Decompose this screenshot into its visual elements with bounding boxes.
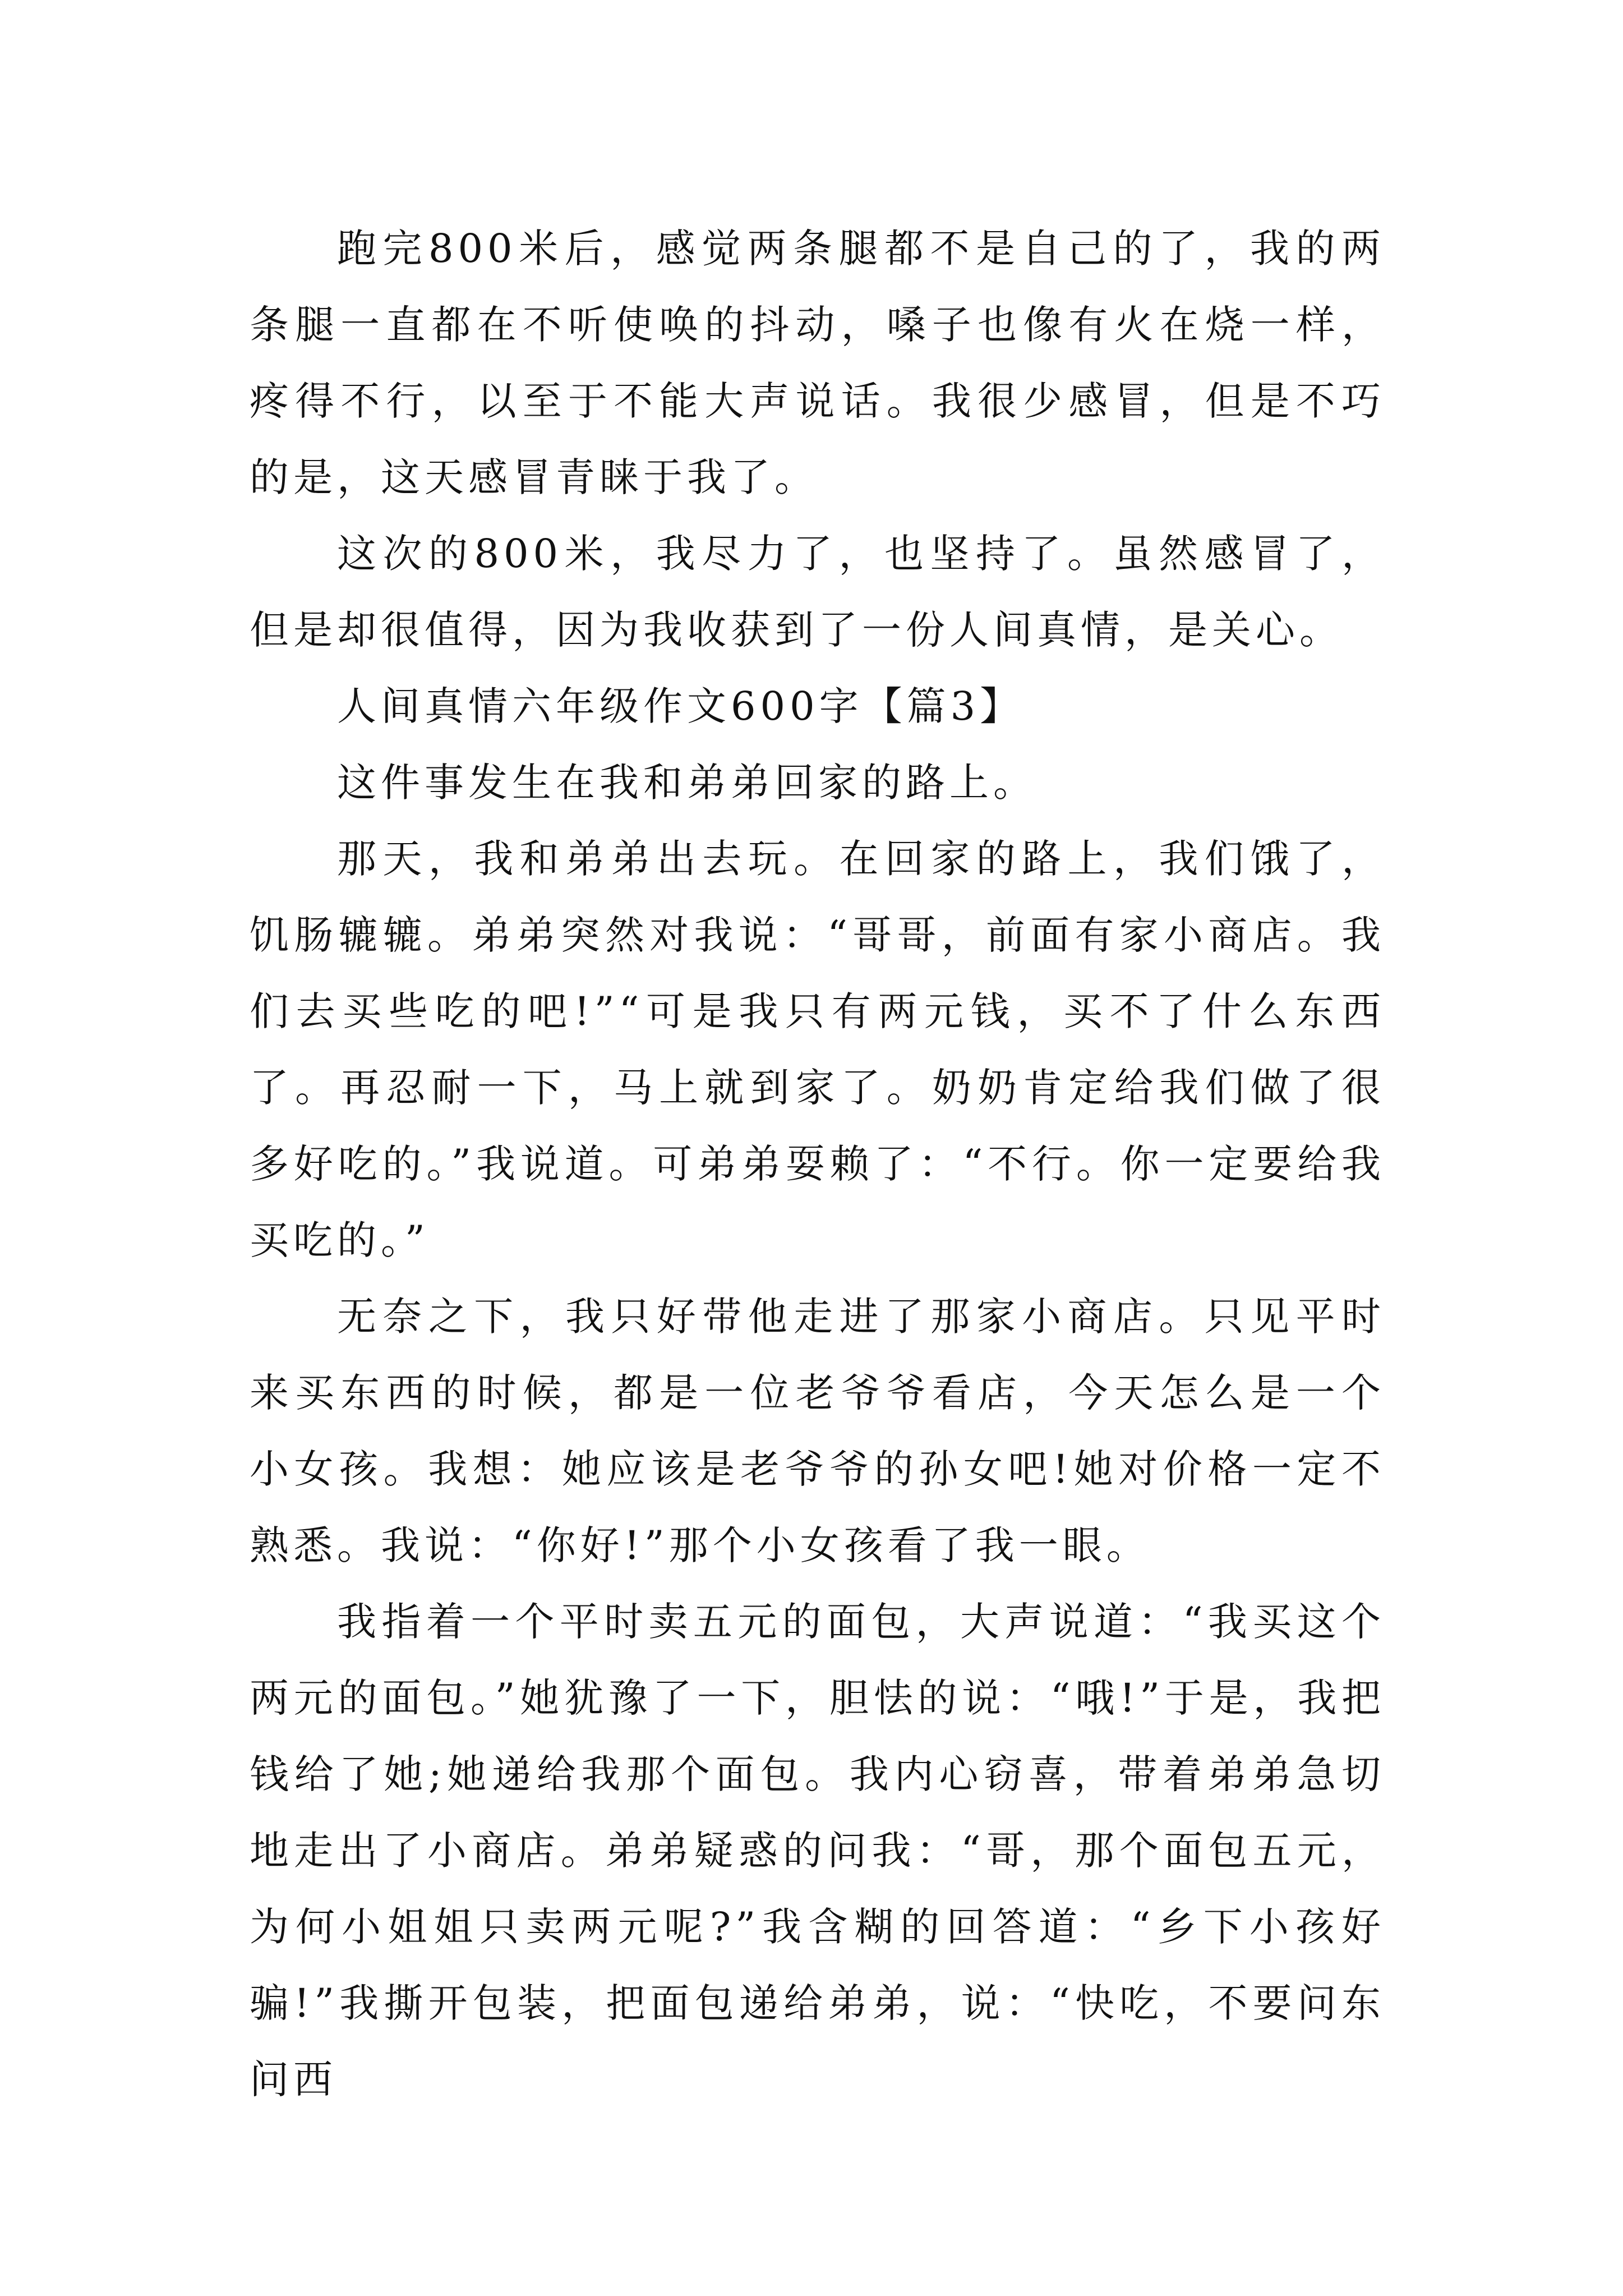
section-heading: 人间真情六年级作文600字【篇3】 — [337, 683, 1024, 729]
article-body — [250, 210, 1385, 2118]
paragraph-3: 这件事发生在我和弟弟回家的路上。 — [337, 760, 1037, 806]
paragraph-4: 那天，我和弟弟出去玩。在回家的路上，我们饿了，饥肠辘辘。弟弟突然对我说：“哥哥，前面有家小商店。我们去买些吃的吧!”“可是我只有两元钱，买不了什么东西了。再忍耐一下，马上就到家了。奶奶肯定给我们做了很多好吃的。”我说道。可弟弟耍赖了：“不行。你一定要给我买吃的。” — [250, 836, 1385, 1263]
paragraph-6: 我指着一个平时卖五元的面包，大声说道：“我买这个两元的面包。”她犹豫了一下，胆怯的说：“哦!”于是，我把钱给了她;她递给我那个面包。我内心窃喜，带着弟弟急切地走出了小商店。弟弟疑惑的问我：“哥，那个面包五元，为何小姐姐只卖两元呢?”我含糊的回答道：“乡下小孩好骗!”我撕开包装，把面包递给弟弟，说：“快吃，不要问东问西 — [250, 1599, 1385, 2102]
paragraph-1: 跑完800米后，感觉两条腿都不是自己的了，我的两条腿一直都在不听使唤的抖动，嗓子也像有火在烧一样，疼得不行，以至于不能大声说话。我很少感冒，但是不巧的是，这天感冒青睐于我了。 — [250, 226, 1385, 500]
paragraph-5: 无奈之下，我只好带他走进了那家小商店。只见平时来买东西的时候，都是一位老爷爷看店，今天怎么是一个小女孩。我想：她应该是老爷爷的孙女吧!她对价格一定不熟悉。我说：“你好!”那个小女孩看了我一眼。 — [250, 1294, 1385, 1568]
paragraph-2: 这次的800米，我尽力了，也坚持了。虽然感冒了，但是却很值得，因为我收获到了一份人间真情，是关心。 — [250, 531, 1385, 653]
